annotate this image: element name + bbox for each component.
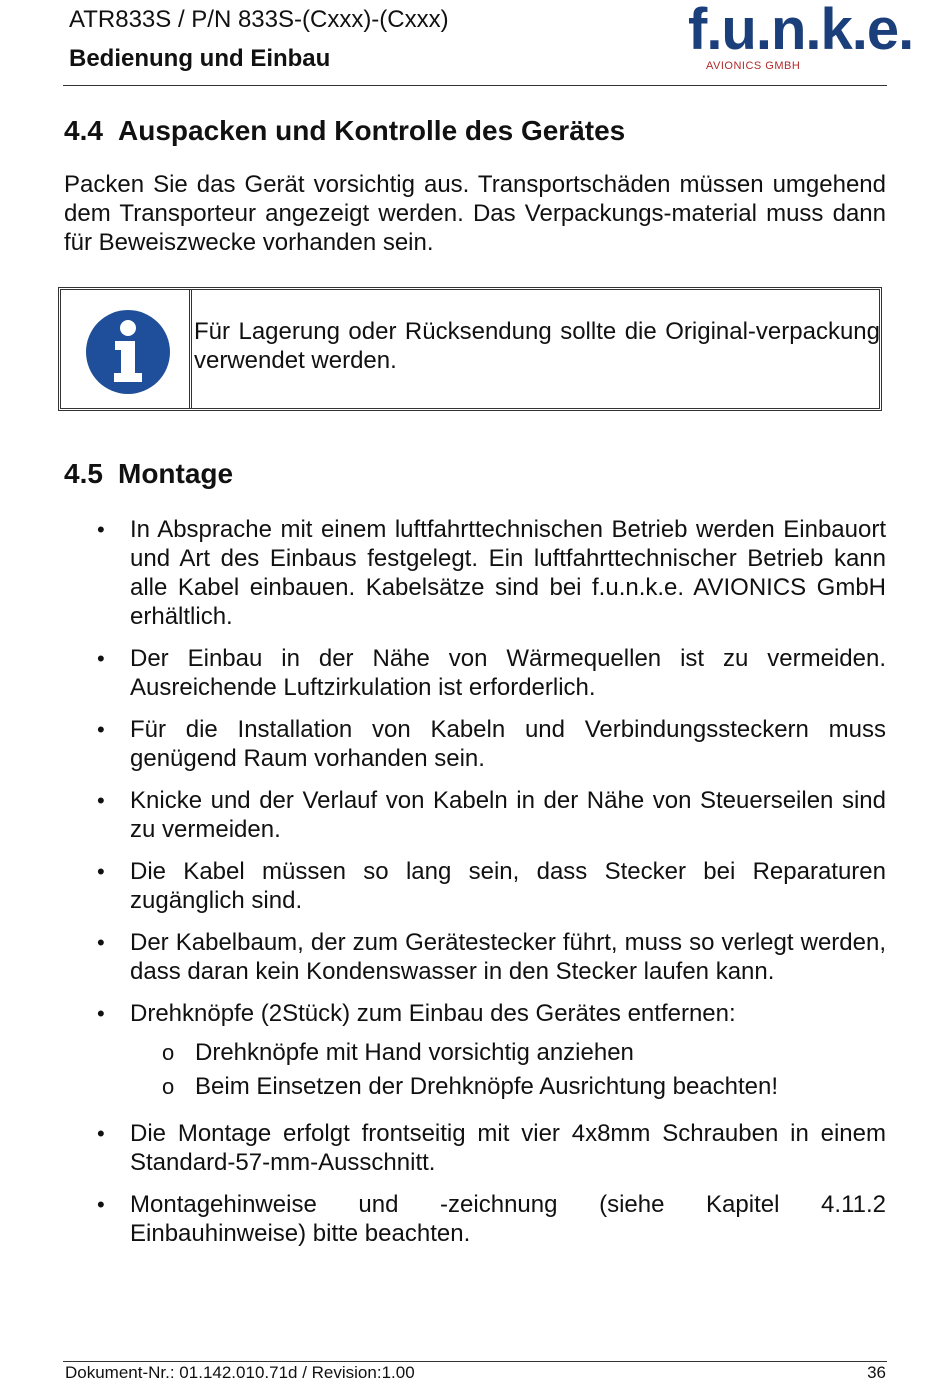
logo-tagline: AVIONICS GMBH <box>706 60 801 72</box>
list-item-text: Knicke und der Verlauf von Kabeln in der Nähe von Steuerseilen sind zu vermeiden. <box>130 787 886 843</box>
section-heading-4-4 <box>64 115 625 147</box>
info-icon-cell <box>61 290 192 408</box>
list-item <box>0 928 950 986</box>
sub-list-item <box>0 1038 950 1072</box>
bullet-marker: • <box>97 788 105 813</box>
section-number: 4.4 <box>64 115 103 146</box>
list-item <box>0 515 950 631</box>
list-item <box>0 715 950 773</box>
list-item <box>0 644 950 702</box>
bullet-marker: • <box>97 517 105 542</box>
bullet-marker: • <box>97 930 105 955</box>
list-item <box>0 1119 950 1177</box>
section-title: Auspacken und Kontrolle des Gerätes <box>118 115 626 146</box>
list-item <box>0 999 950 1106</box>
list-item-text: Der Kabelbaum, der zum Gerätestecker führt, muss so verlegt werden, dass daran kein Kondenswasser in den Stecker laufen kann. <box>130 929 886 985</box>
info-text: Für Lagerung oder Rücksendung sollte die Original-verpackung verwendet werden. <box>194 318 880 374</box>
footer-page-number: 36 <box>867 1363 886 1382</box>
company-logo <box>688 0 914 74</box>
list-item-text: Der Einbau in der Nähe von Wärmequellen ist zu vermeiden. Ausreichende Luftzirkulation ist erforderlich. <box>130 645 886 701</box>
bullet-marker: • <box>97 1121 105 1146</box>
document-subtitle: Bedienung und Einbau <box>69 45 331 72</box>
footer-document-number: Dokument-Nr.: 01.142.010.71d / Revision:1.00 <box>65 1363 415 1382</box>
bullet-marker: • <box>97 646 105 671</box>
list-item-text: Drehknöpfe (2Stück) zum Einbau des Gerätes entfernen: <box>130 1000 736 1027</box>
sub-bullet-marker: o <box>162 1074 175 1099</box>
header-divider <box>63 85 887 86</box>
section-title: Montage <box>118 458 234 489</box>
list-item-text: Die Montage erfolgt frontseitig mit vier 4x8mm Schrauben in einem Standard-57-mm-Ausschnitt. <box>130 1120 886 1176</box>
list-item <box>0 1190 950 1248</box>
list-item-text: Die Kabel müssen so lang sein, dass Stecker bei Reparaturen zugänglich sind. <box>130 858 886 914</box>
list-item-text: Für die Installation von Kabeln und Verbindungssteckern muss genügend Raum vorhanden sein. <box>130 716 886 772</box>
list-item <box>0 786 950 844</box>
info-icon <box>85 309 171 395</box>
sub-list-item <box>0 1072 950 1106</box>
sub-list <box>0 1038 950 1106</box>
list-item-text: In Absprache mit einem luftfahrttechnischen Betrieb werden Einbauort und Art des Einbaus festgelegt. Ein luftfahrttechnischer Betrieb kann alle Kabel einbauen. Kabelsätze sind bei f.u.n.k.e. AVIONICS GmbH erhältlich. <box>130 516 886 630</box>
info-box <box>58 287 882 411</box>
list-item <box>0 857 950 915</box>
logo-wordmark: f.u.n.k.e. <box>688 0 914 62</box>
bullet-marker: • <box>97 1001 105 1026</box>
sub-list-item-text: Beim Einsetzen der Drehknöpfe Ausrichtung beachten! <box>195 1073 779 1100</box>
bullet-marker: • <box>97 859 105 884</box>
footer-divider <box>63 1361 887 1362</box>
sub-list-item-text: Drehknöpfe mit Hand vorsichtig anziehen <box>195 1039 634 1066</box>
section-paragraph: Packen Sie das Gerät vorsichtig aus. Transportschäden müssen umgehend dem Transporteur angezeigt werden. Das Verpackungs-material muss dann für Beweiszwecke vorhanden sein. <box>64 171 886 256</box>
document-title: ATR833S / P/N 833S-(Cxxx)-(Cxxx) <box>69 6 449 33</box>
bullet-marker: • <box>97 717 105 742</box>
section-heading-4-5 <box>64 458 233 490</box>
section-number: 4.5 <box>64 458 103 489</box>
montage-bullet-list <box>0 515 950 1261</box>
bullet-marker: • <box>97 1192 105 1217</box>
list-item-text: Montagehinweise und -zeichnung (siehe Kapitel 4.11.2 Einbauhinweise) bitte beachten. <box>130 1191 886 1247</box>
sub-bullet-marker: o <box>162 1040 175 1065</box>
